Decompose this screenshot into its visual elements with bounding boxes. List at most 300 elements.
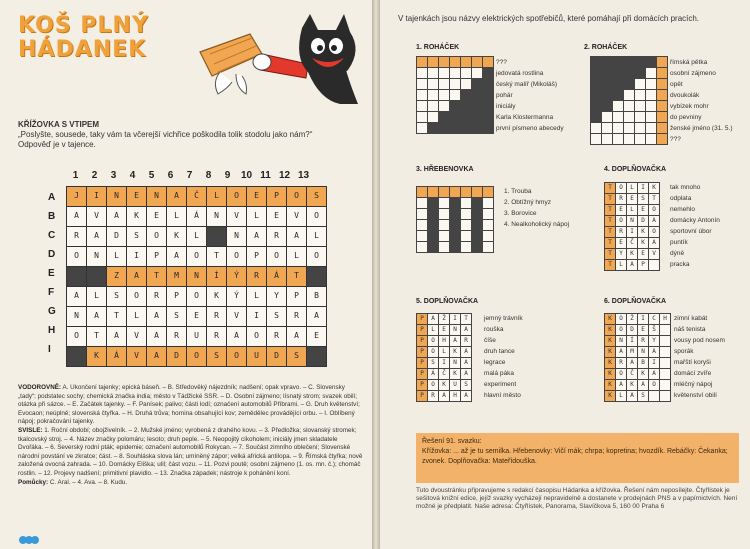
- puzzle-cell: N: [450, 358, 460, 368]
- clue-item: první písmeno abecedy: [496, 125, 564, 132]
- puzzle-cell: E: [439, 325, 449, 335]
- crossword-cell: S: [267, 307, 286, 326]
- puzzle-cell: [624, 68, 634, 78]
- clue-item: ???: [670, 136, 681, 143]
- puzzle-cell: K: [450, 369, 460, 379]
- puzzle-cell: [417, 90, 427, 100]
- rohacek2-title: 2. ROHÁČEK: [584, 44, 628, 51]
- puzzle-cell: K: [605, 336, 615, 346]
- crossword-cell: V: [127, 327, 146, 346]
- clue-item: mléčný nápoj: [674, 381, 713, 388]
- crossword-cell: A: [147, 327, 166, 346]
- crossword-cell: T: [87, 327, 106, 346]
- puzzle-cell: A: [428, 314, 438, 324]
- crossword-cell: P: [267, 187, 286, 206]
- puzzle-cell: T: [605, 194, 615, 204]
- puzzle-cell: [646, 101, 656, 111]
- puzzle-cell: [649, 391, 659, 401]
- puzzle-cell: [428, 90, 438, 100]
- crossword-clues: [18, 384, 363, 487]
- crossword-cell: [67, 347, 86, 366]
- puzzle-cell: [428, 198, 438, 208]
- crossword-cell: K: [167, 227, 186, 246]
- solution-title: Řešení 91. svazku:: [422, 438, 482, 445]
- crossword-cell: O: [307, 207, 326, 226]
- puzzle-cell: [483, 101, 493, 111]
- puzzle-cell: A: [461, 369, 471, 379]
- crossword-cell: R: [267, 227, 286, 246]
- puzzle-cell: O: [616, 216, 626, 226]
- clue-item: jedovatá rostlina: [496, 70, 544, 77]
- crossword-cell: [67, 267, 86, 286]
- puzzle-cell: P: [417, 391, 427, 401]
- crossword-cell: V: [227, 307, 246, 326]
- dopl6-clues: [674, 313, 725, 401]
- puzzle-cell: T: [461, 314, 471, 324]
- puzzle-cell: [450, 242, 460, 252]
- puzzle-cell: [660, 347, 670, 357]
- dopl5-title: 5. DOPLŇOVAČKA: [416, 298, 479, 305]
- puzzle-cell: T: [605, 216, 615, 226]
- puzzle-cell: A: [450, 336, 460, 346]
- puzzle-cell: S: [428, 358, 438, 368]
- puzzle-cell: [602, 68, 612, 78]
- crossword-cell: Č: [187, 187, 206, 206]
- crossword-cell: O: [227, 347, 246, 366]
- puzzle-cell: [472, 57, 482, 67]
- puzzle-cell: [428, 209, 438, 219]
- puzzle-cell: A: [627, 260, 637, 270]
- puzzle-cell: [439, 187, 449, 197]
- clue-item: dvoukolák: [670, 92, 700, 99]
- crossword-cell: M: [167, 267, 186, 286]
- puzzle-cell: [613, 101, 623, 111]
- puzzle-cell: [439, 68, 449, 78]
- title-line-1: KOŠ PLNÝ: [18, 13, 149, 38]
- puzzle-cell: H: [660, 314, 670, 324]
- column-numbers: [66, 170, 313, 181]
- puzzle-cell: [613, 57, 623, 67]
- crossword-cell: [307, 267, 326, 286]
- crossword-cell: Á: [107, 347, 126, 366]
- puzzle-cell: [417, 220, 427, 230]
- puzzle-cell: [602, 123, 612, 133]
- crossword-cell: V: [287, 207, 306, 226]
- crossword-cell: R: [167, 327, 186, 346]
- clue-item: rouška: [484, 326, 504, 333]
- puzzle-cell: Č: [627, 369, 637, 379]
- crossword-cell: R: [67, 227, 86, 246]
- puzzle-cell: [428, 101, 438, 111]
- puzzle-cell: R: [616, 194, 626, 204]
- puzzle-cell: [602, 112, 612, 122]
- crossword-cell: V: [87, 207, 106, 226]
- puzzle-cell: Ž: [627, 314, 637, 324]
- puzzle-cell: T: [605, 205, 615, 215]
- row-label: F: [48, 287, 55, 298]
- clue-item: ???: [496, 59, 507, 66]
- puzzle-cell: [472, 242, 482, 252]
- rohacek2-grid: [590, 56, 668, 145]
- crossword-cell: J: [67, 187, 86, 206]
- puzzle-cell: [483, 123, 493, 133]
- crossword-cell: A: [67, 287, 86, 306]
- puzzle-cell: [450, 68, 460, 78]
- puzzle-cell: K: [605, 314, 615, 324]
- clue-item: sportovní úbor: [670, 228, 712, 235]
- row-label: B: [48, 211, 56, 222]
- puzzle-cell: K: [605, 391, 615, 401]
- rohacek2-clues: [670, 57, 733, 145]
- puzzle-cell: [483, 57, 493, 67]
- crossword-cell: L: [207, 187, 226, 206]
- puzzle-cell: [450, 198, 460, 208]
- crossword-cell: A: [287, 327, 306, 346]
- clue-paragraph: [18, 427, 363, 479]
- crossword-cell: A: [307, 307, 326, 326]
- puzzle-cell: [646, 79, 656, 89]
- clue-paragraph: [18, 479, 363, 488]
- puzzle-cell: [439, 90, 449, 100]
- puzzle-cell: R: [638, 336, 648, 346]
- clue-item: ženské jméno (31. 5.): [670, 125, 733, 132]
- puzzle-cell: [472, 68, 482, 78]
- puzzle-cell: [428, 79, 438, 89]
- crossword-cell: S: [287, 347, 306, 366]
- puzzle-cell: A: [461, 391, 471, 401]
- puzzle-cell: [450, 220, 460, 230]
- crossword-cell: R: [287, 307, 306, 326]
- puzzle-cell: [417, 198, 427, 208]
- puzzle-cell: [461, 123, 471, 133]
- puzzle-cell: [461, 57, 471, 67]
- puzzle-cell: O: [428, 347, 438, 357]
- puzzle-cell: A: [616, 380, 626, 390]
- puzzle-cell: [657, 112, 667, 122]
- solution-text: Křížovka: ... až je tu semilka. Hřebenovky: Vičí mák; chrpa; kopretina; hvozdík. Rebáčky: Čekanka; zvonek. Doplňovačka: Mateřídouška.: [422, 448, 728, 465]
- puzzle-cell: [483, 187, 493, 197]
- crossword-cell: D: [107, 227, 126, 246]
- puzzle-cell: [591, 134, 601, 144]
- crossword-cell: L: [187, 227, 206, 246]
- puzzle-cell: K: [638, 369, 648, 379]
- puzzle-cell: [417, 123, 427, 133]
- puzzle-cell: [439, 112, 449, 122]
- puzzle-cell: [613, 79, 623, 89]
- puzzle-cell: [591, 90, 601, 100]
- puzzle-cell: [472, 198, 482, 208]
- puzzle-cell: N: [627, 216, 637, 226]
- puzzle-cell: P: [417, 325, 427, 335]
- crossword-cell: Á: [267, 267, 286, 286]
- puzzle-cell: [624, 134, 634, 144]
- dopl4-clues: [670, 182, 720, 270]
- puzzle-cell: [461, 209, 471, 219]
- puzzle-cell: R: [428, 391, 438, 401]
- puzzle-cell: I: [627, 227, 637, 237]
- crossword-cell: O: [147, 227, 166, 246]
- puzzle-cell: Ž: [439, 314, 449, 324]
- crossword-cell: E: [307, 327, 326, 346]
- puzzle-cell: [417, 68, 427, 78]
- right-page: [380, 0, 750, 549]
- crossword-cell: L: [287, 247, 306, 266]
- crossword-cell: Ý: [227, 287, 246, 306]
- puzzle-cell: [660, 369, 670, 379]
- crossword-cell: T: [147, 267, 166, 286]
- dopl6-title: 6. DOPLŇOVAČKA: [604, 298, 667, 305]
- puzzle-cell: [417, 101, 427, 111]
- puzzle-cell: [483, 112, 493, 122]
- puzzle-cell: [472, 220, 482, 230]
- crossword-cell: L: [107, 247, 126, 266]
- puzzle-cell: [635, 68, 645, 78]
- puzzle-cell: [591, 68, 601, 78]
- clue-item: iniciály: [496, 103, 516, 110]
- crossword-cell: [87, 267, 106, 286]
- column-number: 6: [167, 170, 174, 181]
- crossword-cell: I: [247, 307, 266, 326]
- puzzle-cell: [483, 90, 493, 100]
- clue-item: číše: [484, 337, 496, 344]
- crossword-cell: P: [247, 247, 266, 266]
- row-label: C: [48, 230, 56, 241]
- puzzle-cell: [483, 220, 493, 230]
- puzzle-cell: T: [605, 227, 615, 237]
- puzzle-cell: [461, 112, 471, 122]
- puzzle-cell: [472, 101, 482, 111]
- puzzle-cell: U: [450, 380, 460, 390]
- puzzle-cell: Č: [439, 369, 449, 379]
- puzzle-cell: [439, 79, 449, 89]
- puzzle-cell: T: [649, 194, 659, 204]
- column-number: 13: [297, 170, 310, 181]
- puzzle-cell: [602, 90, 612, 100]
- puzzle-cell: D: [638, 216, 648, 226]
- puzzle-cell: E: [616, 205, 626, 215]
- left-page: [0, 0, 372, 549]
- puzzle-cell: [450, 209, 460, 219]
- puzzle-cell: L: [627, 205, 637, 215]
- puzzle-cell: K: [649, 183, 659, 193]
- clue-item: druh tance: [484, 348, 515, 355]
- clue-heading: Pomůcky:: [18, 478, 49, 486]
- crossword-cell: S: [127, 227, 146, 246]
- clue-item: do pevniny: [670, 114, 702, 121]
- crossword-cell: R: [267, 327, 286, 346]
- puzzle-cell: [472, 79, 482, 89]
- puzzle-cell: [439, 123, 449, 133]
- crossword-cell: E: [147, 207, 166, 226]
- cat-mascot-illustration: [190, 14, 370, 106]
- crossword-cell: A: [67, 207, 86, 226]
- puzzle-cell: [450, 187, 460, 197]
- crossword-cell: B: [307, 287, 326, 306]
- crossword-cell: L: [127, 307, 146, 326]
- puzzle-cell: [439, 198, 449, 208]
- puzzle-cell: [657, 134, 667, 144]
- puzzle-cell: [646, 112, 656, 122]
- footer-note: Tuto dvoustránku připravujeme s redakcí časopisu Hádanka a křížovka. Řešení nám neposílejte. Čtyřlístek je sešitová knižní edice, jejíž svazky vycházejí nepravidelně a dostanete v prodejnách PNS a v papírnictvích. Není možné je předplatit. Naše adresa: Čtyřlístek, Panorama, Slavíčkova 5, 160 00 Praha 6: [416, 487, 738, 510]
- puzzle-cell: O: [616, 183, 626, 193]
- dopl4-grid: [604, 182, 660, 271]
- puzzle-cell: A: [649, 238, 659, 248]
- puzzle-cell: [417, 242, 427, 252]
- crossword-cell: E: [267, 207, 286, 226]
- puzzle-cell: O: [616, 325, 626, 335]
- puzzle-cell: [657, 68, 667, 78]
- puzzle-cell: [646, 68, 656, 78]
- puzzle-cell: [450, 101, 460, 111]
- puzzle-cell: [450, 57, 460, 67]
- puzzle-cell: [635, 123, 645, 133]
- clue-item: osobní zájmeno: [670, 70, 716, 77]
- puzzle-cell: [483, 209, 493, 219]
- clue-item: puntík: [670, 239, 688, 246]
- crossword-grid: [66, 186, 327, 367]
- crossword-cell: S: [167, 307, 186, 326]
- puzzle-cell: K: [605, 380, 615, 390]
- clue-item: malá páka: [484, 370, 514, 377]
- column-number: 4: [129, 170, 136, 181]
- hrebenovka-grid: [416, 186, 494, 253]
- krizovka-subtitle: [18, 130, 363, 150]
- puzzle-cell: [417, 79, 427, 89]
- hrebenovka-clues: [504, 186, 569, 230]
- puzzle-cell: [428, 242, 438, 252]
- rohacek1-clues: [496, 57, 564, 134]
- puzzle-cell: [428, 112, 438, 122]
- puzzle-cell: A: [638, 380, 648, 390]
- puzzle-cell: [591, 123, 601, 133]
- crossword-cell: A: [287, 227, 306, 246]
- clue-item: 3. Borovice: [504, 210, 537, 217]
- rohacek1-title: 1. ROHÁČEK: [416, 44, 460, 51]
- puzzle-cell: Š: [649, 325, 659, 335]
- puzzle-cell: O: [649, 227, 659, 237]
- crossword-cell: O: [267, 247, 286, 266]
- puzzle-cell: [439, 209, 449, 219]
- puzzle-cell: [635, 90, 645, 100]
- clue-text: 1. Roční období; obojživelník. – 2. Mužské jméno; vyrobená z drahého kovu. – 3. Předložka; slovanský stromek; tkalcovský stroj. – 4. Název značky polomáru; lesoto; druh peple. – 5. Neopojitý cíkoholem; iniciály jmen skladatele Dvořáka. – 6. Severský rodní pták; epidemie; označení automobilů Rokycan. – 7. Součást zimního oblečení; Slovenské národní povstání ve zkratce; část. – 8. Souhláska slova lán; umíněný zápor; velká africká antilopa. – 9. Římská čtyřka; nově založená ovocná zahrada. – 10. Domácky Eliška; ulil; část vozu. – 11. Pozvi poutě; osobní zájmeno (1. os. mn. č.); chomáč rostlin. – 12. Projevy nadšení; primitivní plavidlo. – 13. Značka západek; nástroje k pohánění koní.: [18, 426, 363, 477]
- puzzle-cell: [472, 112, 482, 122]
- crossword-cell: O: [67, 327, 86, 346]
- puzzle-cell: [624, 79, 634, 89]
- puzzle-cell: R: [461, 336, 471, 346]
- column-number: 7: [186, 170, 193, 181]
- puzzle-cell: [483, 242, 493, 252]
- puzzle-cell: I: [649, 358, 659, 368]
- crossword-cell: R: [147, 287, 166, 306]
- row-label: A: [48, 192, 56, 203]
- column-number: 2: [91, 170, 98, 181]
- clue-heading: VODOROVNĚ:: [18, 384, 62, 391]
- puzzle-cell: [660, 391, 670, 401]
- clue-item: mařští koryši: [674, 359, 711, 366]
- puzzle-cell: I: [638, 183, 648, 193]
- puzzle-cell: [461, 101, 471, 111]
- puzzle-cell: [417, 112, 427, 122]
- puzzle-cell: [450, 123, 460, 133]
- puzzle-cell: [461, 79, 471, 89]
- puzzle-cell: A: [627, 391, 637, 401]
- puzzle-cell: A: [616, 347, 626, 357]
- section-title: [18, 14, 149, 62]
- puzzle-cell: E: [638, 249, 648, 259]
- clue-item: pracka: [670, 261, 690, 268]
- puzzle-cell: [428, 123, 438, 133]
- puzzle-cell: [461, 220, 471, 230]
- puzzle-cell: [428, 231, 438, 241]
- crossword-cell: Í: [207, 267, 226, 286]
- crossword-cell: T: [107, 307, 126, 326]
- puzzle-cell: [649, 260, 659, 270]
- crossword-cell: L: [167, 207, 186, 226]
- crossword-cell: Y: [267, 287, 286, 306]
- puzzle-cell: [657, 90, 667, 100]
- puzzle-cell: [624, 57, 634, 67]
- puzzle-cell: A: [649, 216, 659, 226]
- column-number: 1: [72, 170, 79, 181]
- crossword-cell: S: [307, 187, 326, 206]
- puzzle-cell: [613, 123, 623, 133]
- puzzle-cell: K: [638, 238, 648, 248]
- clue-item: dýně: [670, 250, 685, 257]
- crossword-cell: A: [247, 227, 266, 246]
- puzzle-cell: E: [616, 238, 626, 248]
- crossword-cell: Á: [187, 207, 206, 226]
- puzzle-cell: L: [616, 391, 626, 401]
- puzzle-cell: B: [638, 358, 648, 368]
- puzzle-cell: K: [439, 380, 449, 390]
- puzzle-cell: [635, 57, 645, 67]
- crossword-cell: A: [87, 307, 106, 326]
- crossword-cell: N: [87, 247, 106, 266]
- clue-item: experiment: [484, 381, 517, 388]
- crossword-cell: N: [107, 187, 126, 206]
- rohacek1-grid: [416, 56, 494, 134]
- clover-logo-icon: [18, 534, 40, 546]
- crossword-cell: N: [207, 207, 226, 226]
- puzzle-cell: K: [627, 249, 637, 259]
- crossword-cell: I: [127, 247, 146, 266]
- krizovka-hint: Odpověď je v tajence.: [18, 140, 96, 149]
- puzzle-cell: [657, 79, 667, 89]
- row-label: H: [48, 325, 56, 336]
- crossword-cell: R: [247, 267, 266, 286]
- dopl5-clues: [484, 313, 523, 401]
- puzzle-cell: D: [627, 325, 637, 335]
- puzzle-cell: [602, 79, 612, 89]
- puzzle-cell: [635, 79, 645, 89]
- column-number: 8: [205, 170, 212, 181]
- puzzle-cell: S: [638, 391, 648, 401]
- crossword-cell: T: [287, 267, 306, 286]
- row-label: E: [48, 268, 55, 279]
- puzzle-cell: P: [417, 347, 427, 357]
- row-label: G: [48, 306, 56, 317]
- crossword-cell: O: [287, 187, 306, 206]
- puzzle-cell: [646, 123, 656, 133]
- crossword-cell: P: [147, 247, 166, 266]
- title-line-2: HÁDANEK: [18, 37, 147, 62]
- puzzle-cell: P: [417, 369, 427, 379]
- puzzle-cell: [450, 79, 460, 89]
- clue-item: tak mnoho: [670, 184, 701, 191]
- crossword-cell: P: [287, 287, 306, 306]
- crossword-cell: P: [167, 287, 186, 306]
- puzzle-cell: Č: [627, 238, 637, 248]
